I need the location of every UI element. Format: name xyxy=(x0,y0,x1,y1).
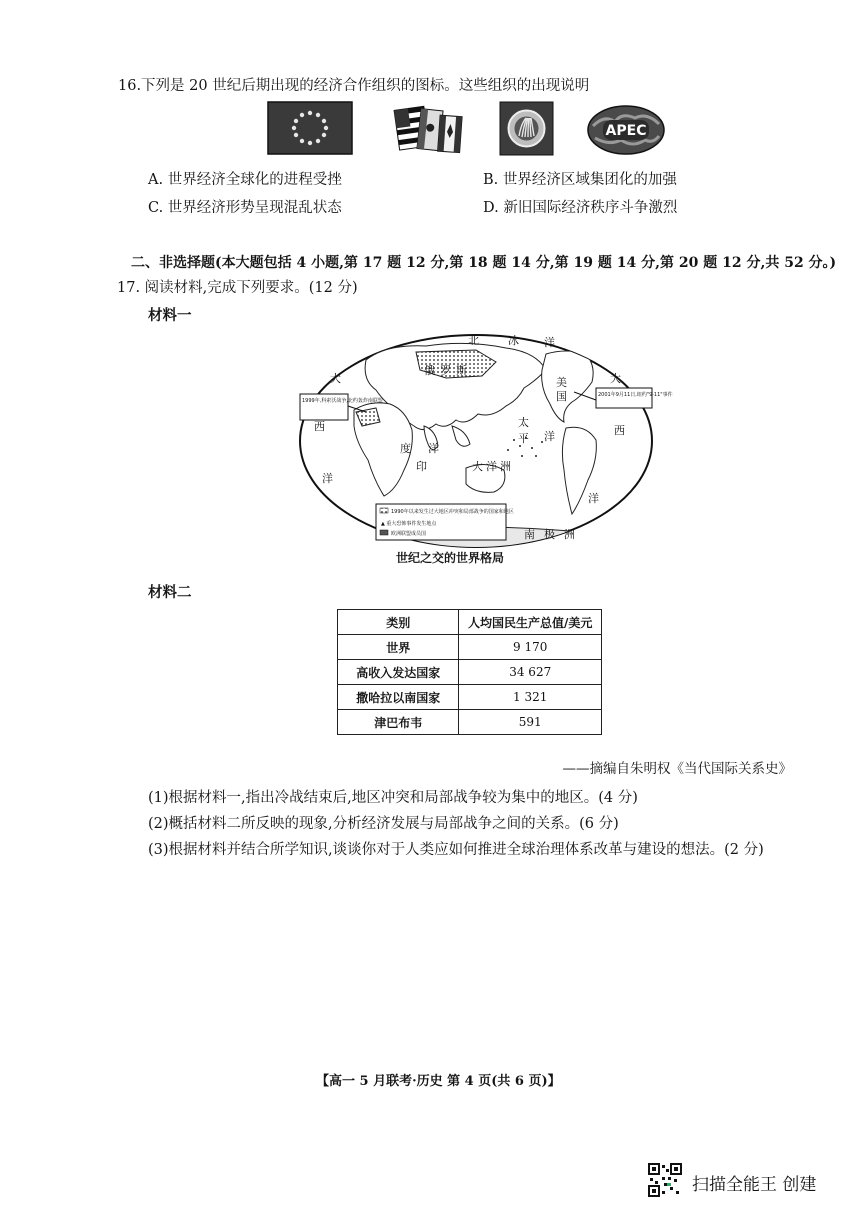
legend-item-terror: ▲ 重大恐怖事件发生地点 xyxy=(381,521,437,527)
sub-question-1: (1)根据材料一,指出冷战结束后,地区冲突和局部战争较为集中的地区。(4 分) xyxy=(148,790,638,806)
apec-logo-text: APEC xyxy=(605,123,647,139)
map-label: 北 xyxy=(468,334,479,347)
map-label: 西 xyxy=(314,420,325,433)
section-2-heading: 二、非选择题(本大题包括 4 小题,第 17 题 12 分,第 18 题 14 分,第 19 题 14 分,第 20 题 12 分,共 52 分。) xyxy=(131,255,837,271)
map-label: 洲 xyxy=(564,528,575,541)
question-17-stem: 17. 阅读材料,完成下列要求。(12 分) xyxy=(117,280,358,296)
map-caption: 世纪之交的世界格局 xyxy=(396,551,505,565)
qr-code-icon xyxy=(648,1163,682,1197)
map-label: 太 xyxy=(518,416,529,429)
table-cell: 34 627 xyxy=(459,660,602,685)
apec-logo-icon xyxy=(585,104,667,156)
table-header-cell: 类别 xyxy=(338,610,459,635)
map-label: 南 xyxy=(524,528,535,541)
table-cell: 世界 xyxy=(338,635,459,660)
map-label: 洋 xyxy=(544,336,555,349)
table-row xyxy=(338,710,602,735)
table-cell: 撒哈拉以南国家 xyxy=(338,685,459,710)
legend-item-conflict: 1990年以来发生过大地区冲突和局部战争的国家和地区 xyxy=(391,509,514,515)
sub-question-2: (2)概括材料二所反映的现象,分析经济发展与局部战争之间的关系。(6 分) xyxy=(148,816,619,832)
map-label: 洋 xyxy=(322,472,333,485)
table-cell: 591 xyxy=(459,710,602,735)
map-label: 洋 xyxy=(428,442,439,455)
table-cell: 1 321 xyxy=(459,685,602,710)
map-label: 俄 xyxy=(424,364,435,377)
nafta-flags-icon xyxy=(393,102,465,158)
table-header-row xyxy=(338,610,602,635)
table-row xyxy=(338,660,602,685)
legend-conflict-swatch xyxy=(380,508,388,513)
map-label: 国 xyxy=(556,390,567,403)
legend-eu-swatch xyxy=(380,530,388,535)
callout-911-text: 2001年9月11日,纽约"9·11"事件 xyxy=(598,392,673,398)
table-cell: 9 170 xyxy=(459,635,602,660)
table-header-cell: 人均国民生产总值/美元 xyxy=(459,610,602,635)
map-label: 印 xyxy=(416,460,427,473)
sub-question-3: (3)根据材料并结合所学知识,谈谈你对于人类应如何推进全球治理体系改革与建设的想法。(2 分) xyxy=(148,842,764,858)
gnp-table xyxy=(337,609,602,735)
source-citation: ——摘编自朱明权《当代国际关系史》 xyxy=(562,761,792,777)
page-footer: 【高一 5 月联考·历史 第 4 页(共 6 页)】 xyxy=(316,1074,561,1089)
map-label: 洋 xyxy=(588,492,599,505)
material-1-label: 材料一 xyxy=(148,307,192,324)
material-2-label: 材料二 xyxy=(148,584,192,601)
map-label: 洋 xyxy=(544,430,555,443)
callout-kosovo-text: 1999年,科索沃战争,北约轰炸南联盟 xyxy=(302,398,383,404)
callout-911 xyxy=(596,388,652,408)
map-label: 大 xyxy=(330,372,341,385)
map-label: 西 xyxy=(614,424,625,437)
asean-logo-icon xyxy=(500,102,553,155)
option-a: A. 世界经济全球化的进程受挫 xyxy=(148,172,342,188)
question-16-stem: 16.下列是 20 世纪后期出现的经济合作组织的图标。这些组织的出现说明 xyxy=(118,78,590,94)
scanner-watermark: 扫描全能王 创建 xyxy=(692,1175,817,1195)
map-label: 洲 xyxy=(500,460,511,473)
map-label: 罗 xyxy=(440,364,451,377)
option-b: B. 世界经济区域集团化的加强 xyxy=(483,172,677,188)
eu-flag-icon xyxy=(268,102,352,154)
map-label: 洋 xyxy=(486,460,497,473)
map-label: 斯 xyxy=(456,364,467,377)
map-label: 大 xyxy=(472,460,483,473)
option-d: D. 新旧国际经济秩序斗争激烈 xyxy=(483,200,678,216)
world-map xyxy=(296,330,673,552)
map-label: 平 xyxy=(518,432,529,445)
table-cell: 高收入发达国家 xyxy=(338,660,459,685)
map-label: 冰 xyxy=(508,334,519,347)
legend-item-eu: 欧洲联盟成员国 xyxy=(391,531,427,537)
table-row xyxy=(338,685,602,710)
map-label: 极 xyxy=(544,528,555,541)
map-label: 大 xyxy=(610,372,621,385)
map-label: 美 xyxy=(556,376,567,389)
table-cell: 津巴布韦 xyxy=(338,710,459,735)
map-label: 度 xyxy=(400,442,411,455)
org-logos-row xyxy=(0,102,860,158)
table-row xyxy=(338,635,602,660)
option-c: C. 世界经济形势呈现混乱状态 xyxy=(148,200,342,216)
